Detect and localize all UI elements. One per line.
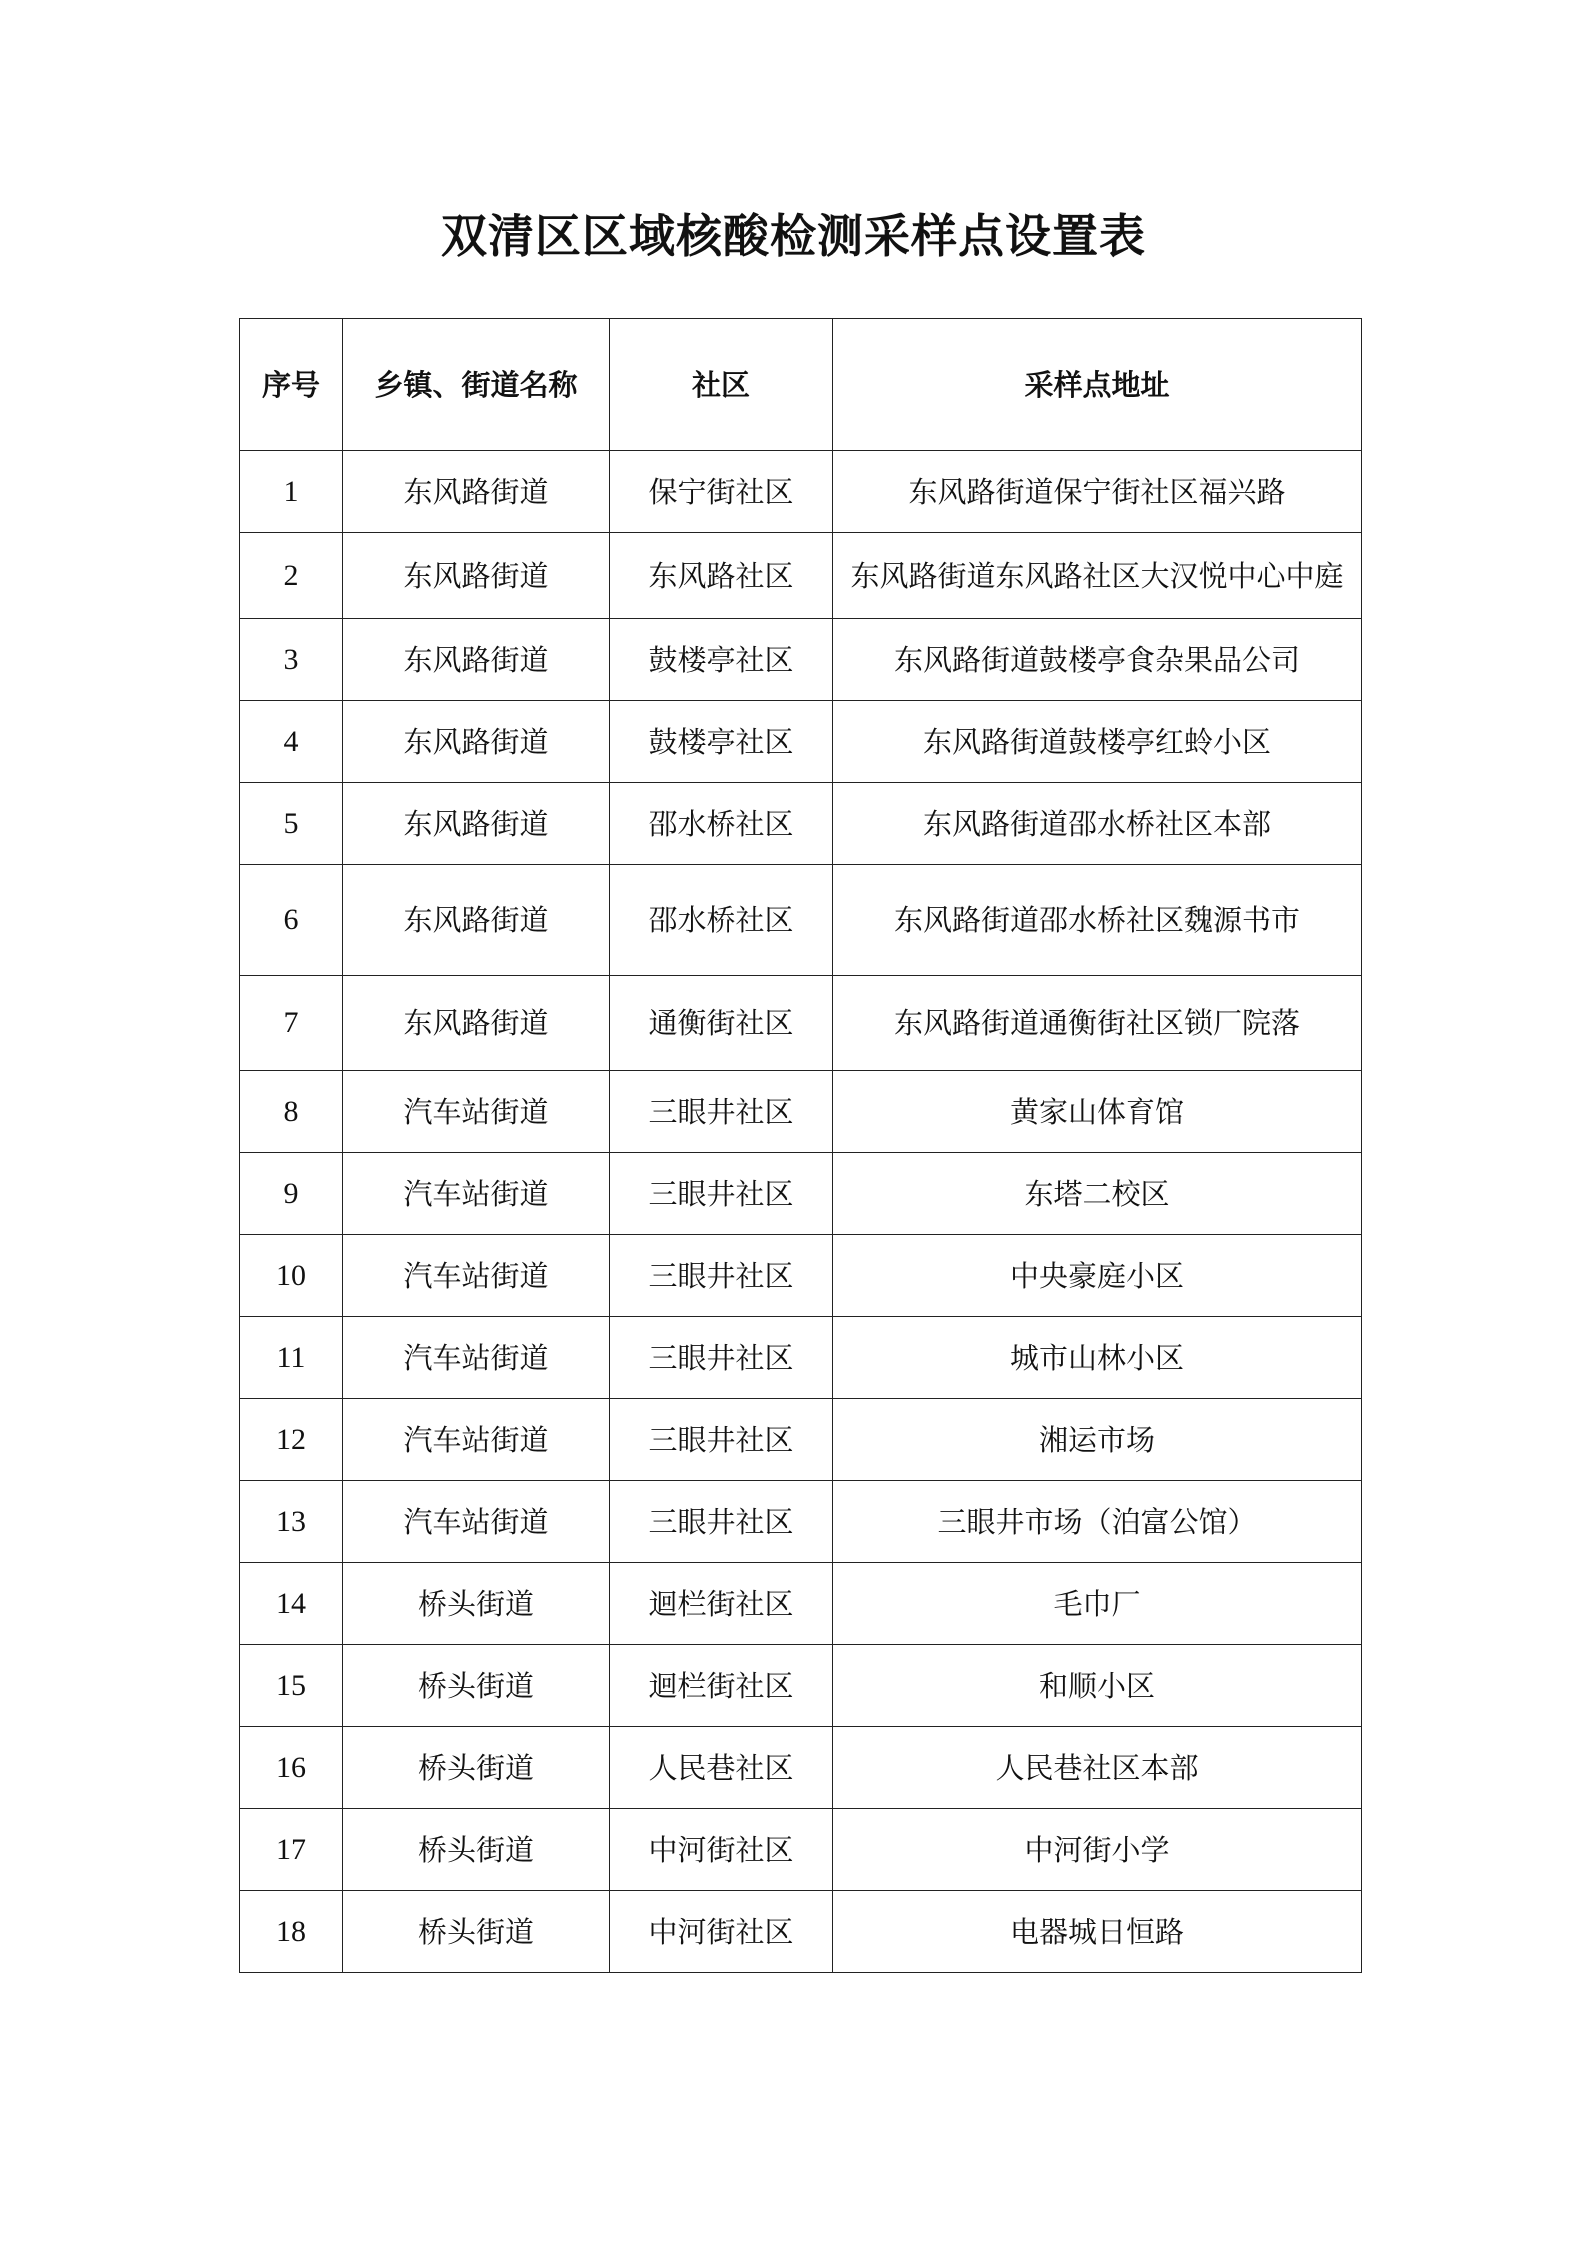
cell-index: 12 <box>240 1399 343 1481</box>
cell-address: 黄家山体育馆 <box>833 1071 1362 1153</box>
cell-address: 三眼井市场（泊富公馆） <box>833 1481 1362 1563</box>
cell-community: 迴栏街社区 <box>610 1563 833 1645</box>
table-row <box>240 619 1362 701</box>
cell-community: 通衡街社区 <box>610 976 833 1071</box>
cell-community: 三眼井社区 <box>610 1235 833 1317</box>
cell-index: 10 <box>240 1235 343 1317</box>
cell-index: 7 <box>240 976 343 1071</box>
sampling-sites-table <box>239 318 1362 1973</box>
cell-community: 保宁街社区 <box>610 451 833 533</box>
cell-street: 桥头街道 <box>343 1645 610 1727</box>
cell-community: 三眼井社区 <box>610 1399 833 1481</box>
header-street: 乡镇、街道名称 <box>343 319 610 451</box>
table-row <box>240 1891 1362 1973</box>
cell-address: 东风路街道鼓楼亭红蛉小区 <box>833 701 1362 783</box>
cell-index: 4 <box>240 701 343 783</box>
cell-address: 东塔二校区 <box>833 1153 1362 1235</box>
cell-index: 8 <box>240 1071 343 1153</box>
cell-index: 16 <box>240 1727 343 1809</box>
table-row <box>240 1235 1362 1317</box>
cell-street: 东风路街道 <box>343 619 610 701</box>
cell-street: 汽车站街道 <box>343 1071 610 1153</box>
cell-address: 城市山林小区 <box>833 1317 1362 1399</box>
table-row <box>240 1399 1362 1481</box>
cell-community: 三眼井社区 <box>610 1481 833 1563</box>
cell-index: 1 <box>240 451 343 533</box>
cell-index: 18 <box>240 1891 343 1973</box>
header-community: 社区 <box>610 319 833 451</box>
cell-index: 17 <box>240 1809 343 1891</box>
cell-community: 三眼井社区 <box>610 1071 833 1153</box>
cell-address: 东风路街道邵水桥社区魏源书市 <box>833 865 1362 976</box>
cell-address: 电器城日恒路 <box>833 1891 1362 1973</box>
cell-index: 3 <box>240 619 343 701</box>
cell-index: 9 <box>240 1153 343 1235</box>
cell-address: 人民巷社区本部 <box>833 1727 1362 1809</box>
cell-street: 汽车站街道 <box>343 1153 610 1235</box>
table-row <box>240 783 1362 865</box>
cell-index: 13 <box>240 1481 343 1563</box>
cell-street: 桥头街道 <box>343 1809 610 1891</box>
cell-address: 和顺小区 <box>833 1645 1362 1727</box>
cell-community: 鼓楼亭社区 <box>610 701 833 783</box>
cell-address: 中央豪庭小区 <box>833 1235 1362 1317</box>
cell-community: 东风路社区 <box>610 533 833 619</box>
cell-index: 11 <box>240 1317 343 1399</box>
cell-address: 东风路街道通衡街社区锁厂院落 <box>833 976 1362 1071</box>
table-row <box>240 1563 1362 1645</box>
cell-community: 中河街社区 <box>610 1891 833 1973</box>
cell-street: 东风路街道 <box>343 783 610 865</box>
table-header-row <box>240 319 1362 451</box>
cell-community: 中河街社区 <box>610 1809 833 1891</box>
cell-address: 毛巾厂 <box>833 1563 1362 1645</box>
cell-community: 三眼井社区 <box>610 1317 833 1399</box>
cell-index: 15 <box>240 1645 343 1727</box>
cell-address: 东风路街道鼓楼亭食杂果品公司 <box>833 619 1362 701</box>
table-row <box>240 1317 1362 1399</box>
cell-community: 邵水桥社区 <box>610 783 833 865</box>
cell-index: 2 <box>240 533 343 619</box>
cell-street: 东风路街道 <box>343 533 610 619</box>
table-row <box>240 1481 1362 1563</box>
cell-community: 鼓楼亭社区 <box>610 619 833 701</box>
cell-street: 东风路街道 <box>343 701 610 783</box>
cell-address: 中河街小学 <box>833 1809 1362 1891</box>
cell-address: 东风路街道保宁街社区福兴路 <box>833 451 1362 533</box>
cell-street: 汽车站街道 <box>343 1399 610 1481</box>
cell-community: 邵水桥社区 <box>610 865 833 976</box>
cell-street: 东风路街道 <box>343 451 610 533</box>
cell-community: 迴栏街社区 <box>610 1645 833 1727</box>
table-row <box>240 451 1362 533</box>
table-row <box>240 1727 1362 1809</box>
cell-street: 汽车站街道 <box>343 1235 610 1317</box>
table-row <box>240 701 1362 783</box>
cell-street: 桥头街道 <box>343 1891 610 1973</box>
cell-index: 5 <box>240 783 343 865</box>
table-row <box>240 533 1362 619</box>
cell-street: 东风路街道 <box>343 976 610 1071</box>
page-title: 双清区区域核酸检测采样点设置表 <box>441 209 1146 263</box>
cell-address: 湘运市场 <box>833 1399 1362 1481</box>
cell-index: 14 <box>240 1563 343 1645</box>
cell-street: 桥头街道 <box>343 1727 610 1809</box>
header-address: 采样点地址 <box>833 319 1362 451</box>
cell-community: 三眼井社区 <box>610 1153 833 1235</box>
cell-street: 汽车站街道 <box>343 1481 610 1563</box>
table-row <box>240 1809 1362 1891</box>
cell-index: 6 <box>240 865 343 976</box>
table-row <box>240 865 1362 976</box>
header-index: 序号 <box>240 319 343 451</box>
table-row <box>240 1071 1362 1153</box>
cell-street: 桥头街道 <box>343 1563 610 1645</box>
cell-address: 东风路街道东风路社区大汉悦中心中庭 <box>833 533 1362 619</box>
table-row <box>240 1153 1362 1235</box>
cell-community: 人民巷社区 <box>610 1727 833 1809</box>
cell-address: 东风路街道邵水桥社区本部 <box>833 783 1362 865</box>
table-row <box>240 976 1362 1071</box>
cell-street: 汽车站街道 <box>343 1317 610 1399</box>
table-row <box>240 1645 1362 1727</box>
cell-street: 东风路街道 <box>343 865 610 976</box>
